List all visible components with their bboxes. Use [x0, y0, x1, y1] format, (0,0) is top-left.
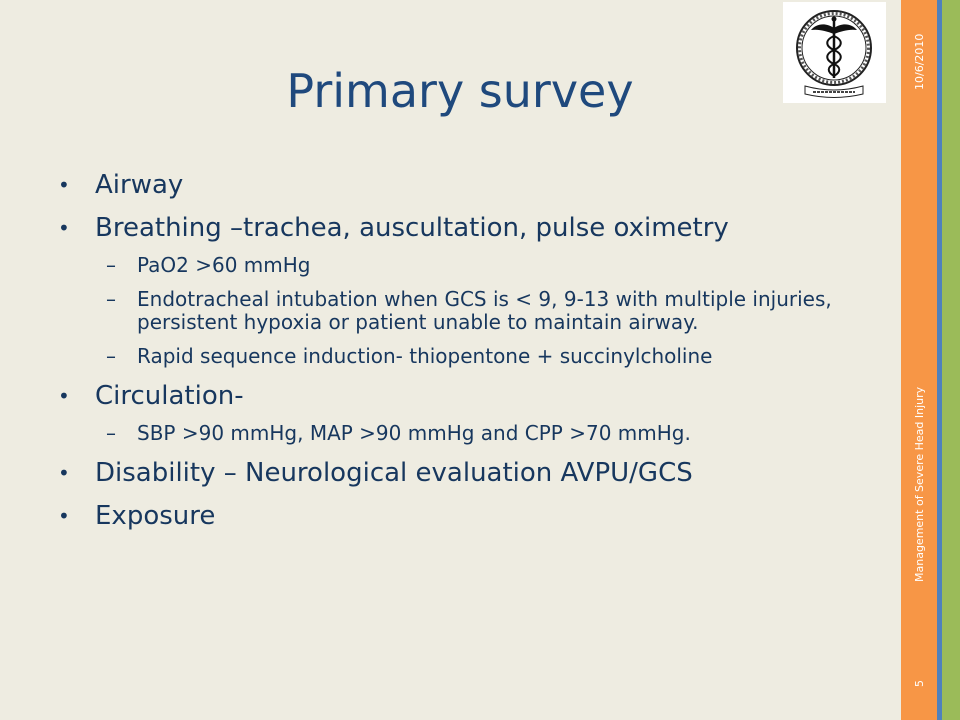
- slide-date: 10/6/2010: [913, 33, 926, 90]
- slide-footer: Management of Severe Head Injury: [913, 386, 926, 582]
- bullet-item: [58, 456, 858, 491]
- sub-bullet-text: PaO2 >60 mmHg: [137, 253, 311, 277]
- sub-bullet-text: Rapid sequence induction- thiopentone + succinylcholine: [137, 344, 713, 368]
- sub-bullet-item: [58, 288, 837, 334]
- bullet-text: Circulation-: [95, 381, 244, 411]
- sub-bullet-marker: –: [106, 253, 116, 277]
- side-bar-green: [942, 0, 960, 720]
- bullet-marker: •: [58, 173, 70, 197]
- bullet-text: Airway: [95, 170, 184, 200]
- side-bar-orange: [901, 0, 937, 720]
- slide-page-number: 5: [913, 680, 926, 687]
- bullet-item: [58, 379, 858, 414]
- sub-bullet-item: [58, 254, 837, 277]
- sub-bullet-item: [58, 345, 837, 368]
- bullet-marker: •: [58, 384, 70, 408]
- bullet-text: Breathing –trachea, auscultation, pulse oximetry: [95, 213, 729, 243]
- sub-bullet-marker: –: [106, 287, 116, 311]
- bullet-marker: •: [58, 216, 70, 240]
- bullet-text: Disability – Neurological evaluation AVPU/GCS: [95, 458, 693, 488]
- bullet-item: [58, 211, 858, 246]
- sub-bullet-marker: –: [106, 421, 116, 445]
- bullet-marker: •: [58, 461, 70, 485]
- slide-body: [58, 168, 858, 542]
- sub-bullet-text: Endotracheal intubation when GCS is < 9, 9-13 with multiple injuries, persistent hypoxia or patient unable to maintain airway.: [137, 287, 832, 334]
- sub-bullet-marker: –: [106, 344, 116, 368]
- slide-title: Primary survey: [286, 64, 634, 118]
- bullet-text: Exposure: [95, 501, 216, 531]
- bullet-marker: •: [58, 504, 70, 528]
- bullet-item: [58, 499, 858, 534]
- sub-bullet-text: SBP >90 mmHg, MAP >90 mmHg and CPP >70 mmHg.: [137, 421, 691, 445]
- sub-bullet-item: [58, 422, 837, 445]
- bullet-item: [58, 168, 858, 203]
